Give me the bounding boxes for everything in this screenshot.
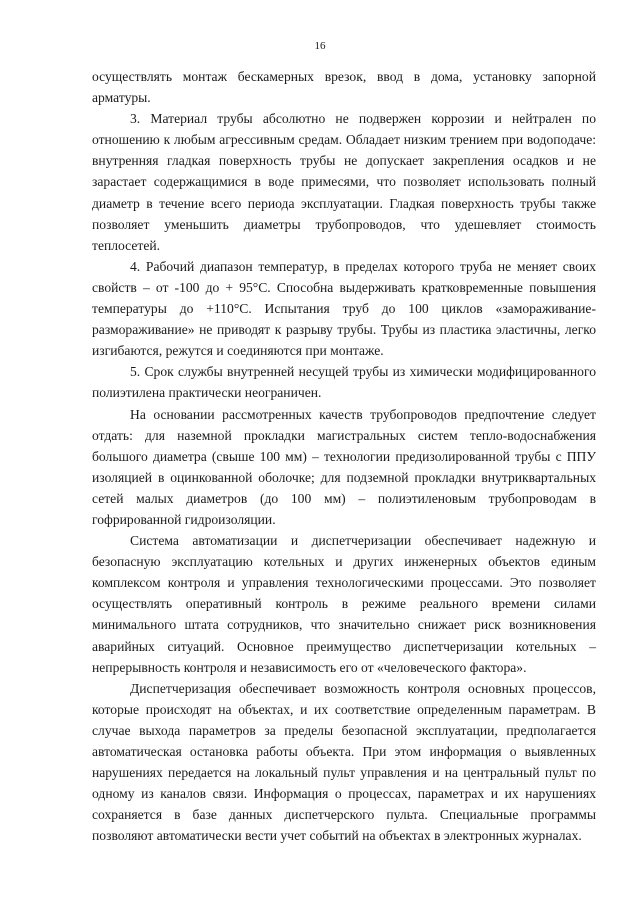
paragraph-dispatching: Диспетчеризация обеспечивает возможность контроля основных процессов, которые происходят на объектах, и их соответствие определенным параметрам. В случае выхода параметров за пределы безопасной эксплуатации, предполагается автоматическая остановка работы объекта. При этом информация о выявленных нарушениях передается на локальный пульт управления и на центральный пульт по одному из каналов связи. Информация о процессах, параметрах и их нарушениях сохраняется в базе данных диспетчерского пульта. Специальные программы позволяют автоматически вести учет событий на объектах в электронных журналах. bbox=[92, 680, 596, 844]
paragraph-pipeline-preference: На основании рассмотренных качеств трубопроводов предпочтение следует отдать: для наземной прокладки магистральных систем тепло-водоснабжения большого диаметра (свыше 100 мм) – технологии предизолированной трубы с ППУ изоляцией в оцинкованной оболочке; для подземной прокладки внутриквартальных сетей малых диаметров (до 100 мм) – полиэтиленовым трубопроводам в гофрированной гидроизоляции. bbox=[92, 406, 596, 527]
paragraph-item-5: 5. Срок службы внутренней несущей трубы из химически модифицированного полиэтилена практически неограничен. bbox=[92, 364, 596, 401]
body-text bbox=[92, 66, 596, 846]
paragraph-item-3: 3. Материал трубы абсолютно не подвержен коррозии и нейтрален по отношению к любым агрессивным средам. Обладает низким трением при водоподаче: внутренняя гладкая поверхность трубы не допускает закрепления осадков и не зарастает содержащимися в воде примесями, что позволяет использовать полный диаметр в течение всего периода эксплуатации. Гладкая поверхность трубы также позволяет уменьшить диаметры трубопроводов, что удешевляет стоимость теплосетей. bbox=[92, 111, 596, 253]
paragraph-item-4: 4. Рабочий диапазон температур, в пределах которого труба не меняет своих свойств – от -100 до + 95°С. Способна выдерживать кратковременные повышения температуры до +110°С. Испытания труб до 100 циклов «замораживание-размораживание» не приводят к разрыву трубы. Трубы из пластика эластичны, легко изгибаются, режутся и соединяются при монтаже. bbox=[92, 258, 596, 359]
page-number: 16 bbox=[314, 40, 326, 52]
paragraph-automation-system: Система автоматизации и диспетчеризации обеспечивает надежную и безопасную эксплуатацию котельных и других инженерных объектов единым комплексом контроля и управления технологическими процессами. Это позволяет осуществлять оперативный контроль в режиме реального времени силами минимального штата сотрудников, что значительно снижает риск возникновения аварийных ситуаций. Основное преимущество диспетчеризации котельных – непрерывность контроля и независимость его от «человеческого фактора». bbox=[92, 533, 596, 675]
paragraph-continuation: осуществлять монтаж бескамерных врезок, ввод в дома, установку запорной арматуры. bbox=[92, 69, 596, 106]
